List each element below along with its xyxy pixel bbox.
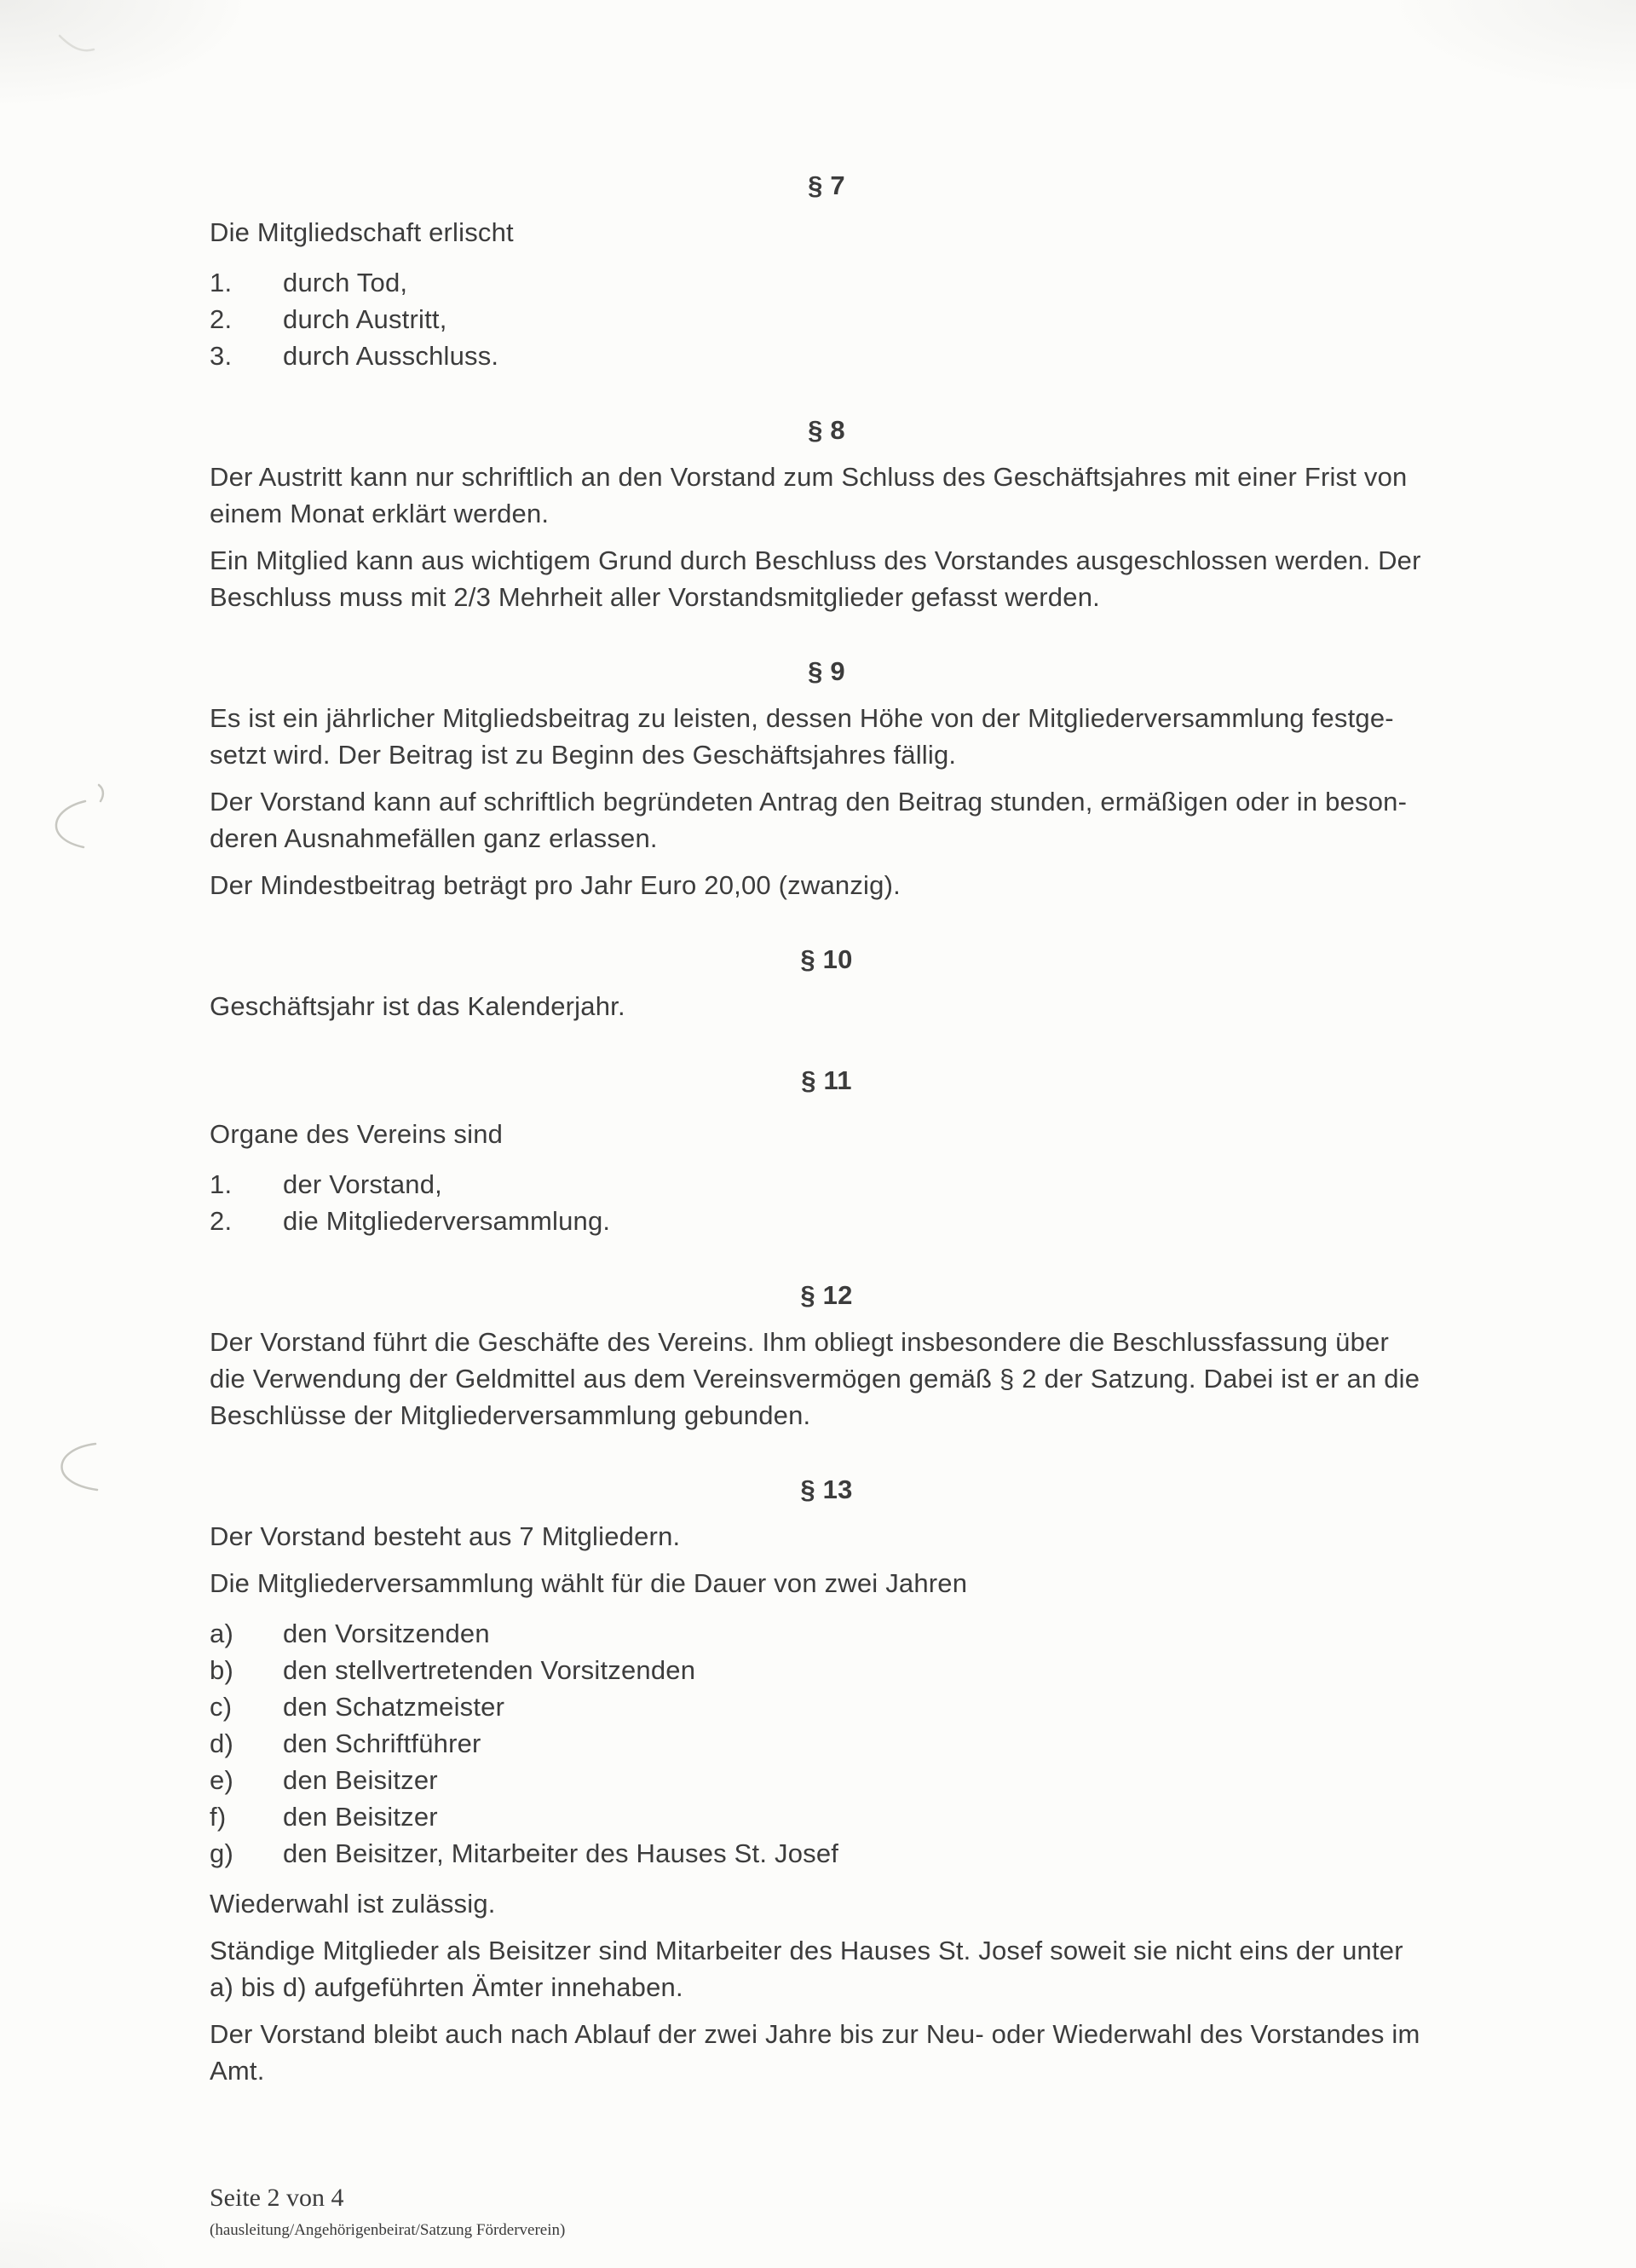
text-line: setzt wird. Der Beitrag ist zu Beginn des Geschäftsjahres fällig. xyxy=(210,740,957,770)
list-item xyxy=(210,1166,1474,1203)
section-11-list xyxy=(210,1166,1474,1239)
section-13-heading: § 13 xyxy=(800,1474,853,1504)
text-line: Ständige Mitglieder als Beisitzer sind Mitarbeiter des Hauses St. Josef soweit sie nicht eins der unter xyxy=(210,1936,1403,1965)
list-text: den stellvertretenden Vorsitzenden xyxy=(283,1655,696,1685)
text-line: Der Vorstand kann auf schriftlich begründeten Antrag den Beitrag stunden, ermäßigen oder in beson- xyxy=(210,787,1408,817)
list-item xyxy=(210,1835,1474,1872)
text-line: Ein Mitglied kann aus wichtigem Grund durch Beschluss des Vorstandes ausgeschlossen werden. Der xyxy=(210,545,1421,575)
list-marker: e) xyxy=(210,1765,233,1795)
section-7-heading: § 7 xyxy=(808,170,845,200)
list-text: durch Ausschluss. xyxy=(283,341,499,371)
list-text: durch Tod, xyxy=(283,268,408,297)
section-13 xyxy=(210,1471,1474,2089)
list-marker: g) xyxy=(210,1838,233,1868)
list-marker: c) xyxy=(210,1692,233,1722)
text-line: Es ist ein jährlicher Mitgliedsbeitrag zu leisten, dessen Höhe von der Mitgliederversammlung festge- xyxy=(210,703,1394,733)
section-8 xyxy=(210,412,1474,615)
section-9-paragraph-1 xyxy=(210,700,1474,773)
text-line: Der Vorstand bleibt auch nach Ablauf der zwei Jahre bis zur Neu- oder Wiederwahl des Vorstandes im xyxy=(210,2019,1420,2049)
section-11 xyxy=(210,1062,1474,1239)
section-7-intro: Die Mitgliedschaft erlischt xyxy=(210,217,514,247)
list-item xyxy=(210,1798,1474,1835)
footer-footnote: (hausleitung/Angehörigenbeirat/Satzung Förderverein) xyxy=(210,2221,566,2239)
section-12 xyxy=(210,1277,1474,1434)
list-marker: 1. xyxy=(210,1169,233,1199)
list-text: den Vorsitzenden xyxy=(283,1619,490,1648)
section-12-heading: § 12 xyxy=(800,1280,853,1310)
section-13-paragraph-5 xyxy=(210,2016,1474,2089)
section-9-paragraph-2 xyxy=(210,783,1474,857)
list-item xyxy=(210,1688,1474,1725)
list-item xyxy=(210,1725,1474,1762)
list-text: durch Austritt, xyxy=(283,304,447,334)
section-9-heading: § 9 xyxy=(808,656,845,686)
section-7 xyxy=(210,167,1474,374)
list-text: den Schatzmeister xyxy=(283,1692,505,1722)
list-marker: b) xyxy=(210,1655,233,1685)
text-line: a) bis d) aufgeführten Ämter innehaben. xyxy=(210,1972,683,2002)
page-footer xyxy=(210,2182,565,2242)
section-8-heading: § 8 xyxy=(808,415,845,445)
list-text: den Beisitzer, Mitarbeiter des Hauses St. Josef xyxy=(283,1838,839,1868)
text-line: Beschlüsse der Mitgliederversammlung gebunden. xyxy=(210,1400,811,1430)
section-11-intro: Organe des Vereins sind xyxy=(210,1119,504,1149)
text-line: Amt. xyxy=(210,2056,265,2086)
text-line: Der Vorstand führt die Geschäfte des Vereins. Ihm obliegt insbesondere die Beschlussfassung über xyxy=(210,1327,1390,1357)
list-item xyxy=(210,264,1474,301)
list-item xyxy=(210,338,1474,374)
list-text: der Vorstand, xyxy=(283,1169,442,1199)
text-line: deren Ausnahmefällen ganz erlassen. xyxy=(210,823,658,853)
list-marker: d) xyxy=(210,1728,233,1758)
section-13-paragraph-2: Die Mitgliederversammlung wählt für die Dauer von zwei Jahren xyxy=(210,1568,968,1598)
list-marker: 2. xyxy=(210,304,233,334)
section-10 xyxy=(210,941,1474,1024)
text-line: die Verwendung der Geldmittel aus dem Vereinsvermögen gemäß § 2 der Satzung. Dabei ist er an die xyxy=(210,1364,1420,1394)
list-text: den Beisitzer xyxy=(283,1765,438,1795)
page-number: Seite 2 von 4 xyxy=(210,2184,344,2212)
section-9-paragraph-3: Der Mindestbeitrag beträgt pro Jahr Euro 20,00 (zwanzig). xyxy=(210,870,901,900)
section-13-paragraph-3: Wiederwahl ist zulässig. xyxy=(210,1889,496,1919)
list-marker: 2. xyxy=(210,1206,233,1236)
section-7-list xyxy=(210,264,1474,374)
text-line: Beschluss muss mit 2/3 Mehrheit aller Vorstandsmitglieder gefasst werden. xyxy=(210,582,1100,612)
section-9 xyxy=(210,653,1474,903)
list-item xyxy=(210,1762,1474,1798)
list-item xyxy=(210,1615,1474,1652)
section-13-list xyxy=(210,1615,1474,1872)
section-10-paragraph-1: Geschäftsjahr ist das Kalenderjahr. xyxy=(210,991,625,1021)
text-line: einem Monat erklärt werden. xyxy=(210,499,550,528)
section-12-paragraph-1 xyxy=(210,1324,1474,1434)
list-text: den Schriftführer xyxy=(283,1728,481,1758)
section-11-heading: § 11 xyxy=(801,1065,852,1095)
list-marker: f) xyxy=(210,1802,227,1832)
list-item xyxy=(210,301,1474,338)
section-8-paragraph-1 xyxy=(210,459,1474,532)
section-10-heading: § 10 xyxy=(800,944,853,974)
section-8-paragraph-2 xyxy=(210,542,1474,615)
list-text: den Beisitzer xyxy=(283,1802,438,1832)
section-13-paragraph-1: Der Vorstand besteht aus 7 Mitgliedern. xyxy=(210,1521,681,1551)
text-line: Der Austritt kann nur schriftlich an den Vorstand zum Schluss des Geschäftsjahres mit einer Frist von xyxy=(210,462,1408,492)
list-item xyxy=(210,1203,1474,1239)
list-text: die Mitgliederversammlung. xyxy=(283,1206,611,1236)
list-item xyxy=(210,1652,1474,1688)
list-marker: 1. xyxy=(210,268,233,297)
list-marker: 3. xyxy=(210,341,233,371)
list-marker: a) xyxy=(210,1619,233,1648)
section-13-paragraph-4 xyxy=(210,1932,1474,2005)
